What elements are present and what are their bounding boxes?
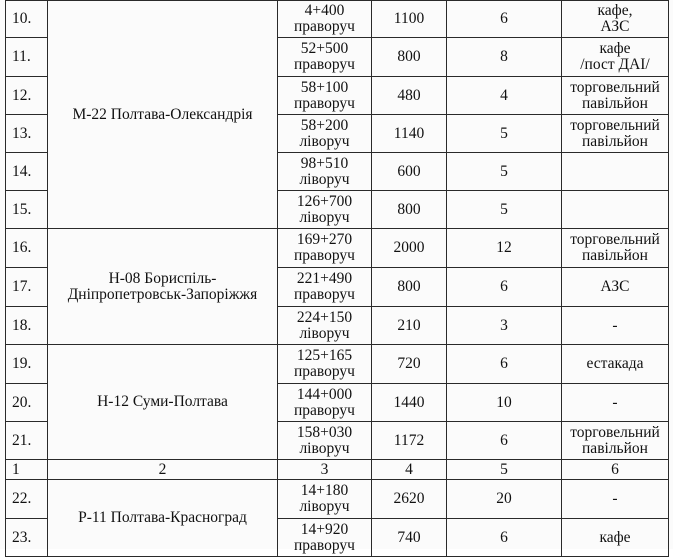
column-number: 1 <box>6 460 48 480</box>
length-value: 480 <box>372 77 447 115</box>
length-value: 800 <box>372 268 447 307</box>
km-side: праворуч <box>294 363 355 380</box>
km-location <box>278 229 372 268</box>
km-mark: 14+180 <box>300 482 349 499</box>
note-line: АЗС <box>600 278 630 295</box>
km-mark: 58+100 <box>300 78 349 96</box>
km-side: праворуч <box>294 18 355 35</box>
km-location <box>278 307 372 345</box>
km-location <box>278 422 372 460</box>
note-cell <box>562 153 669 191</box>
table-row <box>6 1 669 38</box>
count-value: 6 <box>447 1 562 38</box>
row-number: 21. <box>6 422 48 460</box>
note-cell <box>562 384 669 422</box>
note-cell <box>562 1 669 38</box>
row-number: 17. <box>6 268 48 307</box>
count-value: 4 <box>447 77 562 115</box>
road-h12: Н-12 Суми-Полтава <box>48 345 278 460</box>
note-line: павільйон <box>582 132 648 150</box>
note-line: кафе <box>599 528 631 546</box>
note-line: - <box>612 393 618 411</box>
note-cell <box>562 345 669 384</box>
km-mark: 98+510 <box>300 154 349 172</box>
note-cell <box>562 480 669 519</box>
km-mark: 158+030 <box>296 423 353 441</box>
km-mark: 52+500 <box>300 40 349 57</box>
note-line: - <box>612 490 618 507</box>
note-cell <box>562 519 669 557</box>
table-body <box>6 1 669 557</box>
km-location <box>278 345 372 384</box>
table-row <box>6 229 669 268</box>
count-value: 5 <box>447 153 562 191</box>
length-value: 2620 <box>372 480 447 519</box>
length-value: 1440 <box>372 384 447 422</box>
note-cell <box>562 229 669 268</box>
km-side: ліворуч <box>299 498 350 515</box>
length-value: 210 <box>372 307 447 345</box>
count-value: 6 <box>447 519 562 557</box>
km-side: ліворуч <box>299 208 350 226</box>
count-value: 6 <box>447 422 562 460</box>
km-side: праворуч <box>294 286 355 303</box>
note-line: торговельний <box>570 231 660 248</box>
km-side: праворуч <box>294 94 355 112</box>
note-line: торговельний <box>570 78 660 96</box>
column-number: 6 <box>562 460 669 480</box>
note-line: кафе, <box>597 2 633 19</box>
row-number: 12. <box>6 77 48 115</box>
row-number: 18. <box>6 307 48 345</box>
km-side: праворуч <box>294 56 355 73</box>
road-m22: М-22 Полтава-Олександрія <box>48 1 278 229</box>
km-side: ліворуч <box>299 132 350 150</box>
row-number: 22. <box>6 480 48 519</box>
km-location <box>278 1 372 38</box>
km-location <box>278 480 372 519</box>
row-number: 20. <box>6 384 48 422</box>
road-name-line: Н-08 Бориспіль- <box>108 269 217 287</box>
road-name-line: Дніпропетровськ-Запоріжжя <box>67 285 258 303</box>
note-line: торговельний <box>570 116 660 134</box>
count-value: 6 <box>447 345 562 384</box>
row-number: 16. <box>6 229 48 268</box>
note-line: торговельний <box>570 423 660 441</box>
length-value: 2000 <box>372 229 447 268</box>
km-location <box>278 115 372 153</box>
note-line: - <box>612 316 618 334</box>
note-line: /пост ДАІ/ <box>580 56 650 73</box>
km-side: праворуч <box>294 536 355 554</box>
km-mark: 144+000 <box>296 385 353 403</box>
note-cell <box>562 38 669 77</box>
count-value: 6 <box>447 268 562 307</box>
length-value: 740 <box>372 519 447 557</box>
length-value: 1140 <box>372 115 447 153</box>
road-h08 <box>48 229 278 345</box>
length-value: 720 <box>372 345 447 384</box>
length-value: 800 <box>372 38 447 77</box>
row-number: 15. <box>6 191 48 229</box>
table-row <box>6 345 669 384</box>
km-side: праворуч <box>294 247 355 264</box>
note-cell <box>562 422 669 460</box>
note-cell <box>562 307 669 345</box>
count-value: 20 <box>447 480 562 519</box>
note-cell <box>562 77 669 115</box>
column-number: 2 <box>48 460 278 480</box>
count-value: 3 <box>447 307 562 345</box>
count-value: 5 <box>447 115 562 153</box>
km-side: ліворуч <box>299 324 350 342</box>
note-line: павільйон <box>582 439 648 457</box>
km-side: ліворуч <box>299 439 350 457</box>
km-mark: 169+270 <box>296 231 353 248</box>
km-side: ліворуч <box>299 170 350 188</box>
km-location <box>278 384 372 422</box>
km-location <box>278 38 372 77</box>
count-value: 10 <box>447 384 562 422</box>
note-cell <box>562 115 669 153</box>
row-number: 19. <box>6 345 48 384</box>
length-value: 600 <box>372 153 447 191</box>
row-number: 11. <box>6 38 48 77</box>
km-mark: 126+700 <box>296 192 353 210</box>
row-number: 10. <box>6 1 48 38</box>
note-line: павільйон <box>582 247 648 264</box>
count-value: 12 <box>447 229 562 268</box>
table-row <box>6 480 669 519</box>
roadside-facilities-table <box>5 0 669 557</box>
km-mark: 221+490 <box>296 270 353 287</box>
note-line: АЗС <box>600 18 630 35</box>
length-value: 1172 <box>372 422 447 460</box>
column-number: 4 <box>372 460 447 480</box>
km-mark: 58+200 <box>300 116 349 134</box>
column-number: 3 <box>278 460 372 480</box>
length-value: 800 <box>372 191 447 229</box>
km-mark: 14+920 <box>300 520 349 538</box>
note-line: павільйон <box>582 94 648 112</box>
row-number: 23. <box>6 519 48 557</box>
column-number: 5 <box>447 460 562 480</box>
note-line: кафе <box>599 40 631 57</box>
km-location <box>278 191 372 229</box>
row-number: 13. <box>6 115 48 153</box>
note-line: естакада <box>586 355 644 372</box>
count-value: 5 <box>447 191 562 229</box>
km-location <box>278 268 372 307</box>
length-value: 1100 <box>372 1 447 38</box>
km-side: праворуч <box>294 401 355 419</box>
row-number: 14. <box>6 153 48 191</box>
count-value: 8 <box>447 38 562 77</box>
column-number-row <box>6 460 669 480</box>
note-cell <box>562 191 669 229</box>
km-location <box>278 153 372 191</box>
km-location <box>278 519 372 557</box>
km-mark: 4+400 <box>304 2 345 19</box>
road-p11: Р-11 Полтава-Красноград <box>48 480 278 557</box>
km-mark: 125+165 <box>296 347 353 364</box>
km-mark: 224+150 <box>296 308 353 326</box>
note-cell <box>562 268 669 307</box>
km-location <box>278 77 372 115</box>
